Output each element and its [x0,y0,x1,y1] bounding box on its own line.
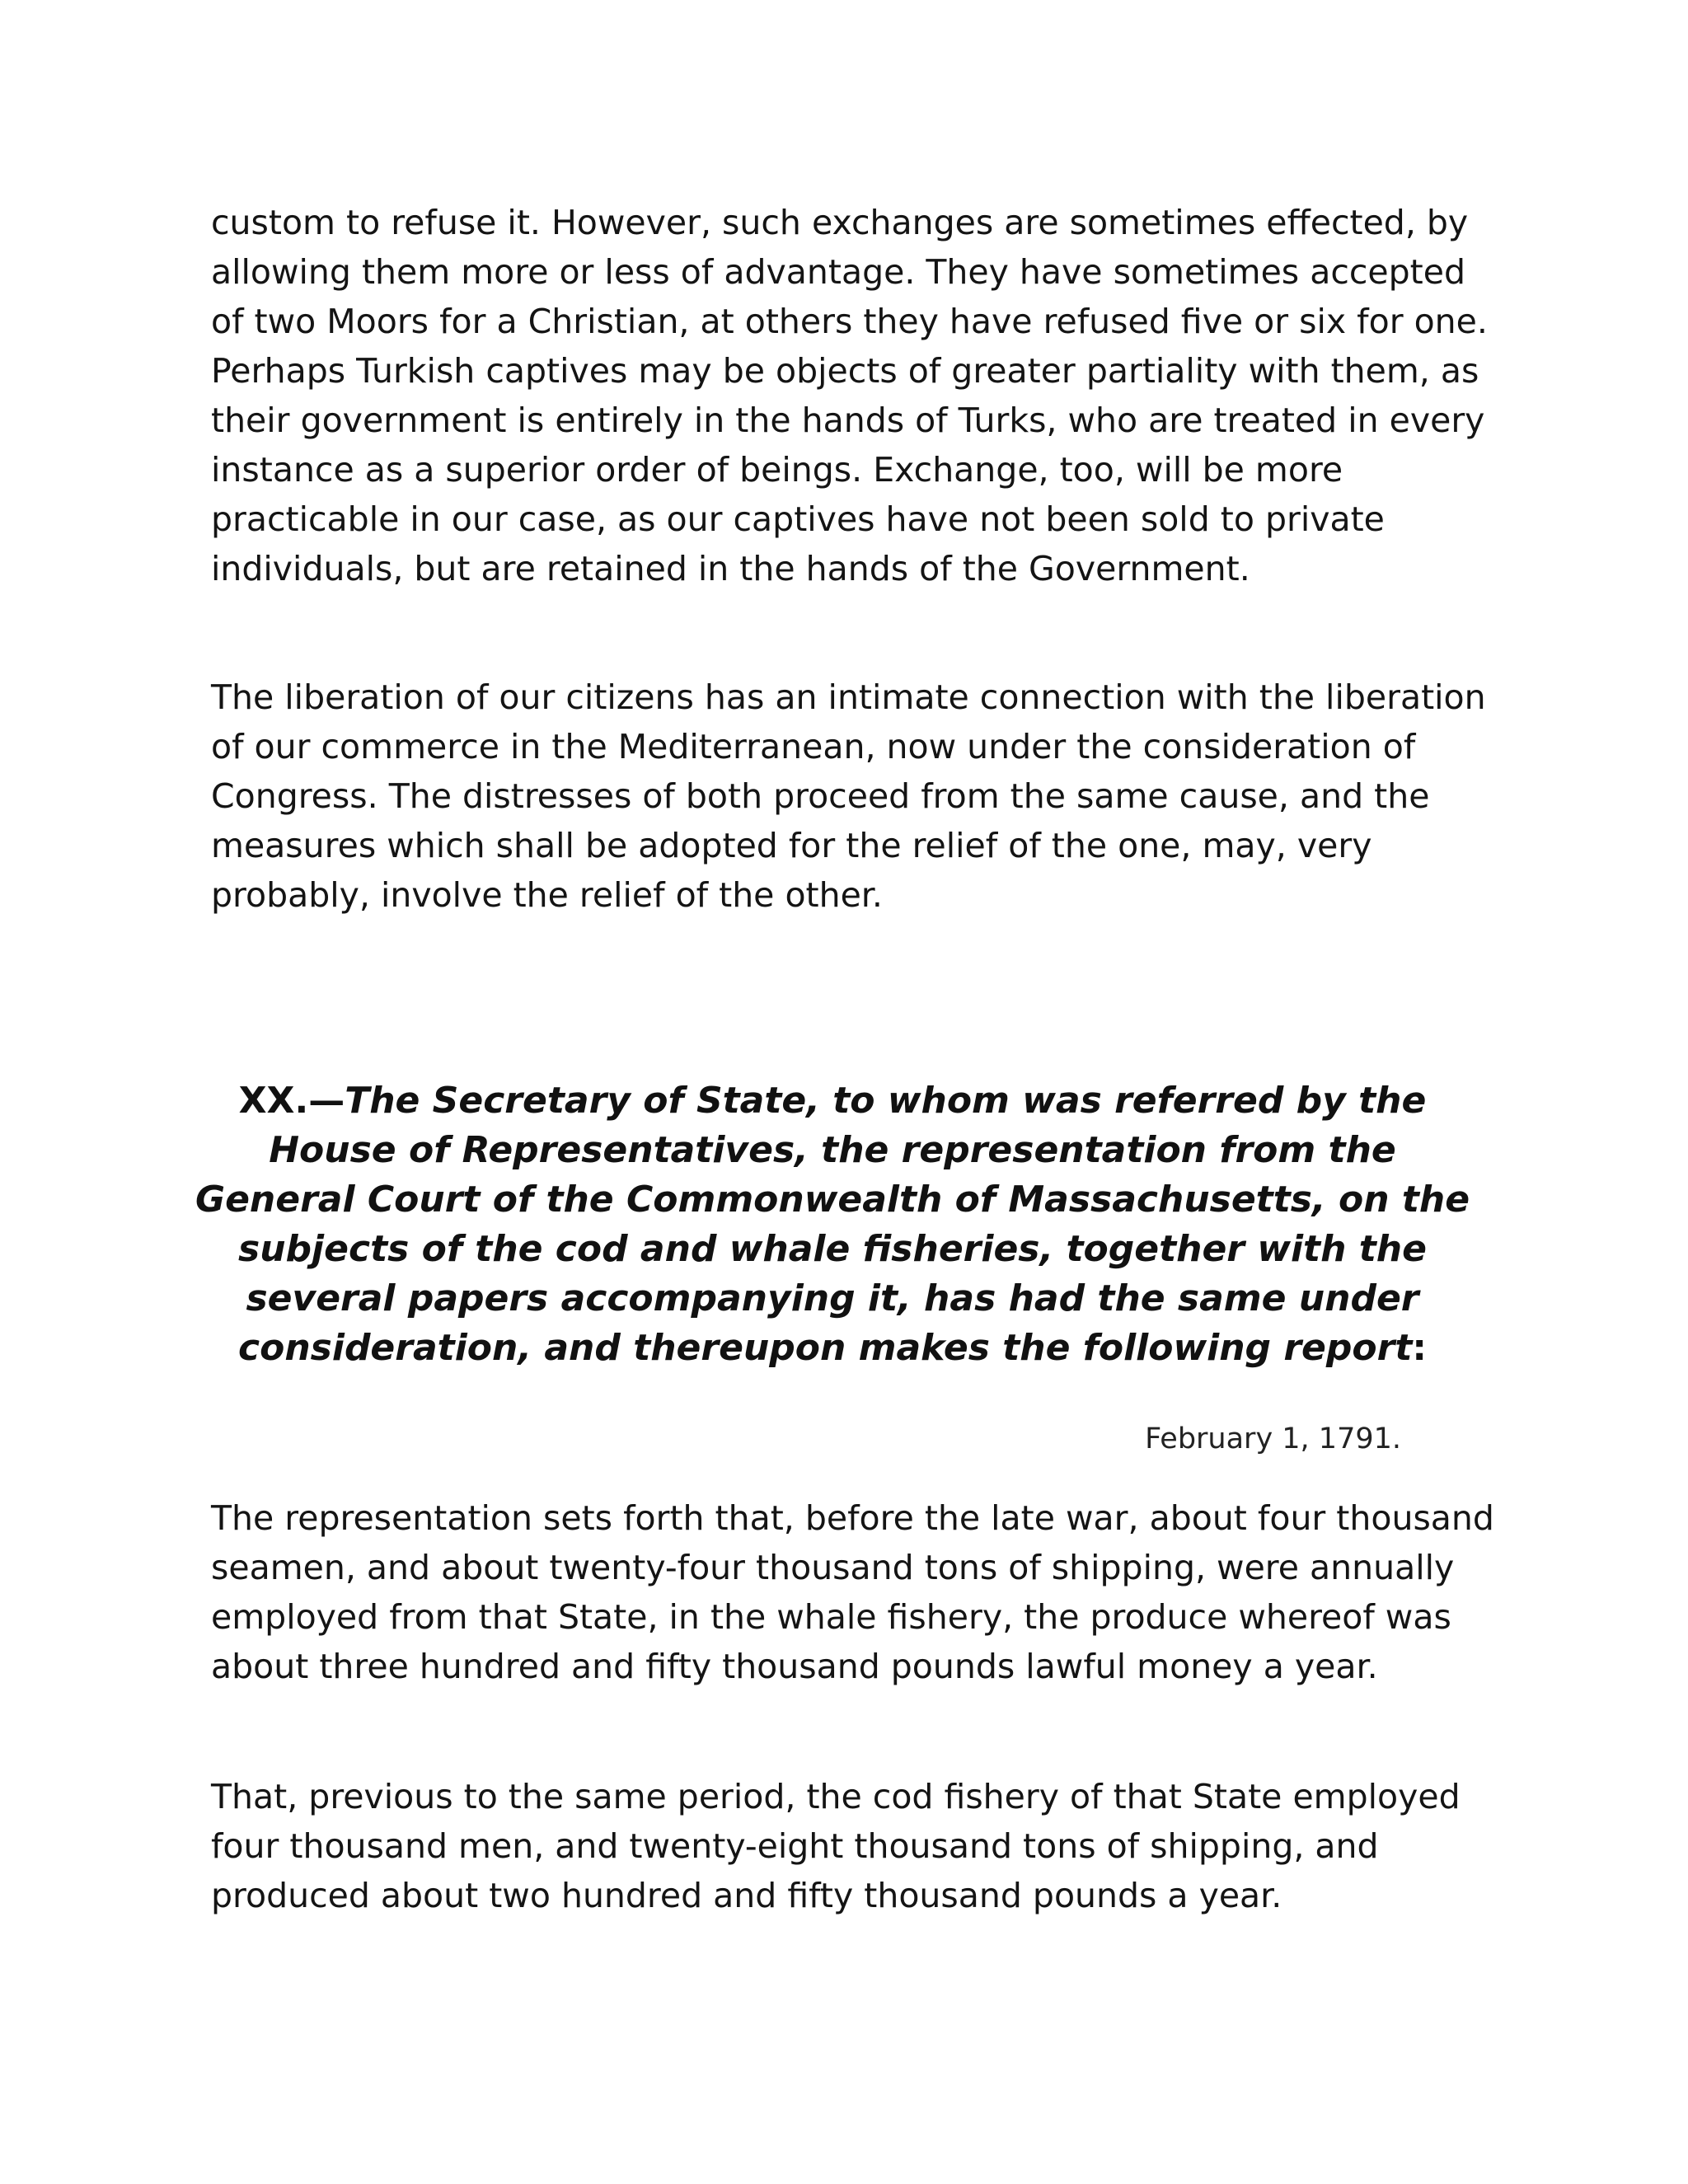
section-heading-colon: : [1412,1327,1427,1369]
section-number: XX.— [238,1080,345,1122]
paragraph-cod-fishery: That, previous to the same period, the cod fishery of that State employed four thousand men, and twenty-eight thousand tons of shipping, and produced about two hundred and fifty thousand pounds a year. [211,1777,1461,1915]
paragraph-exchange-of-captives: custom to refuse it. However, such exchanges are sometimes effected, by allowing them more or less of advantage. They have sometimes accepted of two Moors for a Christian, at others they have refused five or six for one. Perhaps Turkish captives may be objects of greater partiality with them, as their government is entirely in the hands of Turks, who are treated in every instance as a superior order of beings. Exchange, too, will be more practicable in our case, as our captives have not been sold to private individuals, but are retained in the hands of the Government. [211,203,1488,588]
section-heading [190,1076,1475,1373]
report-date: February 1, 1791. [1145,1422,1401,1455]
paragraph-whale-fishery: The representation sets forth that, before the late war, about four thousand seamen, and about twenty-four thousand tons of shipping, were annually employed from that State, in the whale fishery, the produce whereof was about three hundred and fifty thousand pounds lawful money a year. [211,1498,1494,1686]
section-heading-text: The Secretary of State, to whom was referred by the House of Representatives, the representation from the General Court of the Commonwealth of Massachusetts, on the subjects of the cod and whale fisheries, together with the several papers accompanying it, has had the same under consideration, and thereupon makes the following report [195,1080,1470,1369]
paragraph-liberation-of-citizens: The liberation of our citizens has an intimate connection with the liberation of our commerce in the Mediterranean, now under the consideration of Congress. The distresses of both proceed from the same cause, and the measures which shall be adopted for the relief of the one, may, very probably, involve the relief of the other. [211,677,1486,915]
